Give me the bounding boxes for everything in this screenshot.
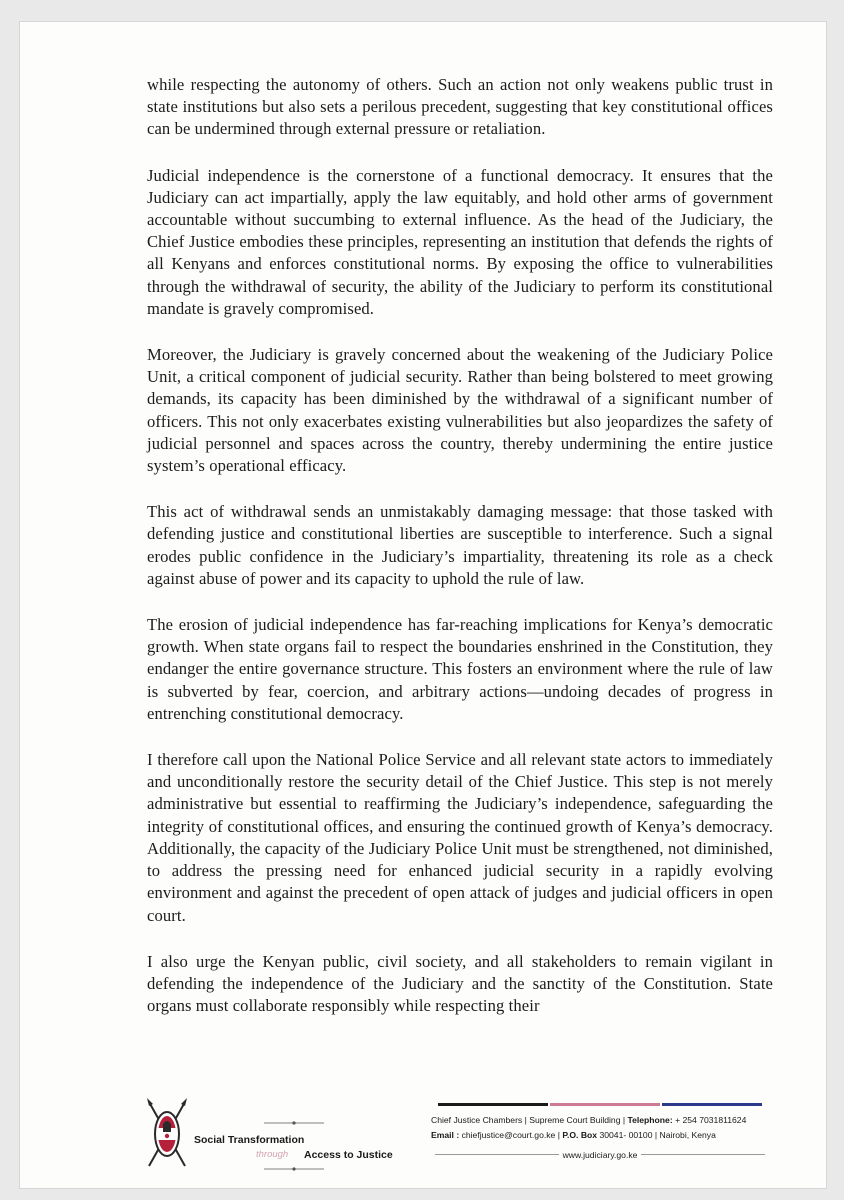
- motto: [194, 1114, 424, 1174]
- bar-pink: [550, 1103, 660, 1106]
- email-label: Email :: [431, 1130, 460, 1140]
- paragraph: Judicial independence is the cornerstone of a functional democracy. It ensures that the Judiciary can act impartially, apply the law equitably, and hold other arms of government accountable without succumbing to external influence. As the head of the Judiciary, the Chief Justice embodies these principles, representing an institution that defends the rights of all Kenyans and enforces constitutional norms. By exposing the office to vulnerabilities through the withdrawal of security, the ability of the Judiciary to perform its constitutional mandate is gravely compromised.: [147, 165, 773, 318]
- address-text: Chief Justice Chambers | Supreme Court Building |: [431, 1115, 628, 1125]
- paragraph: Moreover, the Judiciary is gravely concerned about the weakening of the Judiciary Police Unit, a critical component of judicial security. Rather than being bolstered to meet growing demands, its capacity has been diminished by the withdrawal of a significant number of officers. This not only exacerbates existing vulnerabilities but also jeopardizes the safety of judicial personnel and spaces across the country, thereby undermining the entire justice system’s operational efficacy.: [147, 345, 773, 476]
- website-line: [415, 1150, 785, 1160]
- paragraph: I therefore call upon the National Police Service and all relevant state actors to immediately and unconditionally restore the security detail of the Chief Justice. This step is not merely administrative but essential to reaffirming the Judiciary’s independence, safeguarding the integrity of constitutional offices, and ensuring the continued growth of Kenya’s democracy. Additionally, the capacity of the Judiciary Police Unit must be strengthened, not diminished, to address the pressing need for enhanced judicial security in a rapidly evolving environment and against the precedent of open attack of judges and judicial officers in open court.: [147, 750, 773, 925]
- letter-body: [147, 74, 773, 1041]
- email-address: chiefjustice@court.go.ke |: [459, 1130, 563, 1140]
- paragraph: This act of withdrawal sends an unmistakably damaging message: that those tasked with defending justice and constitutional liberties are susceptible to interference. Such a signal erodes public confidence in the Judiciary’s impartiality, threatening its role as a check against abuse of power and its capacity to uphold the rule of law.: [147, 502, 773, 588]
- contact-block: [415, 1103, 810, 1183]
- motto-line-2: Access to Justice: [304, 1149, 393, 1161]
- paragraph: I also urge the Kenyan public, civil society, and all stakeholders to remain vigilant in defending the independence of the Judiciary and the sanctity of the Constitution. State organs must collaborate responsibly while respecting their: [147, 951, 773, 1016]
- paragraph: The erosion of judicial independence has far-reaching implications for Kenya’s democratic growth. When state organs fail to respect the boundaries enshrined in the Constitution, they endanger the entire governance structure. This fosters an environment where the rule of law is subverted by fear, coercion, and arbitrary actions—undoing decades of progress in entrenching constitutional democracy.: [147, 615, 773, 723]
- motto-line-1: Social Transformation: [194, 1134, 305, 1146]
- bar-black: [438, 1103, 548, 1106]
- letterhead-footer: [20, 1098, 826, 1188]
- contact-address-line: [431, 1115, 746, 1125]
- pobox-label: P.O. Box: [562, 1130, 598, 1140]
- motto-through: through: [256, 1149, 289, 1160]
- website-link[interactable]: www.judiciary.go.ke: [559, 1150, 642, 1160]
- telephone-number: + 254 7031811624: [672, 1115, 747, 1125]
- pobox-text: 30041- 00100 | Nairobi, Kenya: [597, 1130, 716, 1140]
- letter-page: [20, 22, 826, 1188]
- judiciary-crest-icon: [143, 1098, 191, 1170]
- ornament-rule: [264, 1166, 324, 1172]
- contact-email-line: [431, 1130, 716, 1140]
- telephone-label: Telephone:: [627, 1115, 673, 1125]
- paragraph: while respecting the autonomy of others. Such an action not only weakens public trust in state institutions but also sets a perilous precedent, suggesting that key constitutional offices can be undermined through external pressure or retaliation.: [147, 75, 773, 139]
- bar-blue: [662, 1103, 762, 1106]
- color-bars: [438, 1103, 762, 1106]
- ornament-rule: [264, 1120, 324, 1126]
